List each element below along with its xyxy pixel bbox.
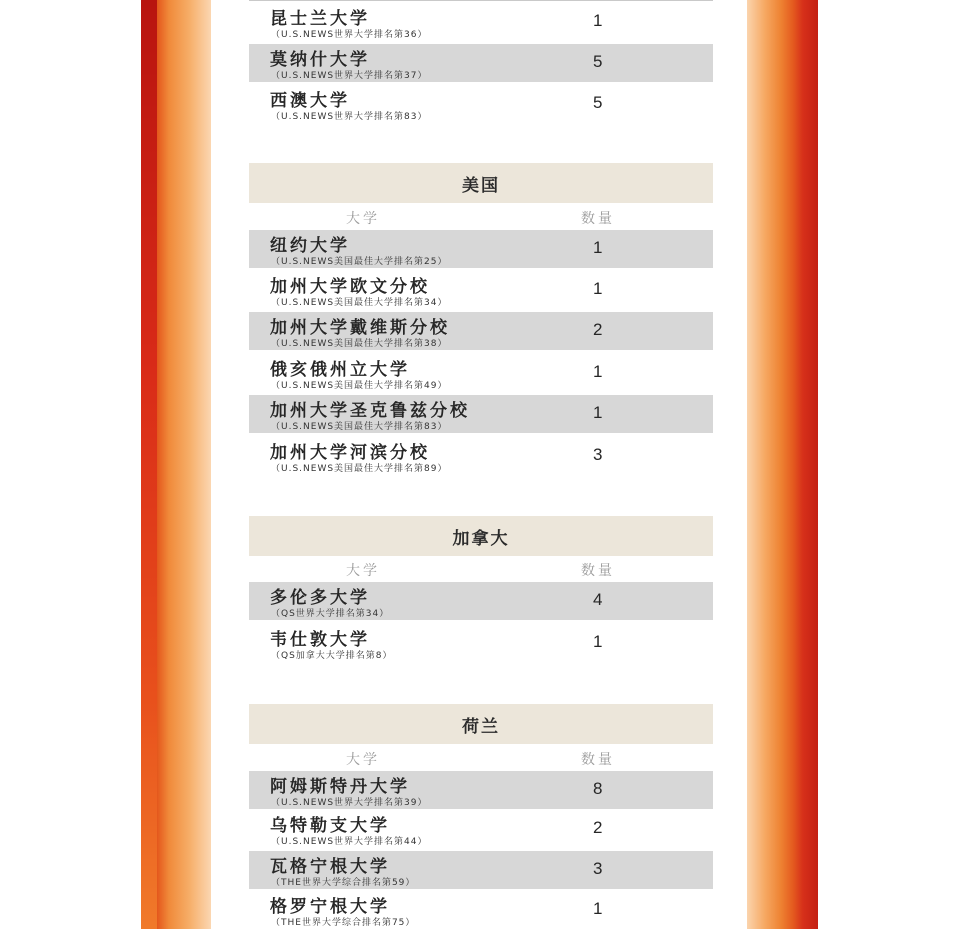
student-count: 2 (593, 818, 603, 837)
table-row (249, 810, 713, 848)
university-name: 格罗宁根大学 (270, 897, 390, 917)
table-row (249, 851, 713, 889)
university-name: 昆士兰大学 (270, 9, 370, 29)
table-row (249, 312, 713, 350)
university-name: 乌特勒支大学 (270, 816, 390, 836)
university-name: 加州大学欧文分校 (270, 277, 430, 297)
university-rank-note: （U.S.NEWS美国最佳大学排名第38） (271, 339, 448, 349)
table-row (249, 582, 713, 620)
university-rank-note: （QS世界大学排名第34） (271, 609, 390, 619)
column-header-count: 数量 (581, 752, 615, 768)
student-count: 1 (593, 899, 603, 918)
column-header-university: 大学 (346, 752, 380, 768)
university-name: 纽约大学 (270, 236, 350, 256)
table-row (249, 3, 713, 41)
university-rank-note: （U.S.NEWS世界大学排名第83） (271, 112, 428, 122)
university-rank-note: （U.S.NEWS美国最佳大学排名第25） (271, 257, 448, 267)
student-count: 1 (593, 11, 603, 30)
university-rank-note: （U.S.NEWS美国最佳大学排名第83） (271, 422, 448, 432)
university-rank-note: （U.S.NEWS美国最佳大学排名第34） (271, 298, 448, 308)
university-rank-note: （THE世界大学综合排名第59） (271, 878, 416, 888)
university-rank-note: （U.S.NEWS美国最佳大学排名第49） (271, 381, 448, 391)
university-name: 韦仕敦大学 (270, 630, 370, 650)
student-count: 1 (593, 362, 603, 381)
column-header-count: 数量 (581, 211, 615, 227)
decorative-left-band (141, 0, 211, 929)
university-name: 俄亥俄州立大学 (270, 360, 410, 380)
university-name: 加州大学圣克鲁兹分校 (270, 401, 470, 421)
university-rank-note: （QS加拿大大学排名第8） (271, 651, 393, 661)
student-count: 8 (593, 779, 603, 798)
student-count: 5 (593, 93, 603, 112)
table-row (249, 624, 713, 662)
university-rank-note: （U.S.NEWS世界大学排名第37） (271, 71, 428, 81)
university-name: 瓦格宁根大学 (270, 857, 390, 877)
student-count: 2 (593, 320, 603, 339)
university-name: 加州大学河滨分校 (270, 443, 430, 463)
student-count: 5 (593, 52, 603, 71)
university-name: 多伦多大学 (270, 588, 370, 608)
university-name: 莫纳什大学 (270, 50, 370, 70)
student-count: 1 (593, 279, 603, 298)
student-count: 1 (593, 238, 603, 257)
table-row (249, 395, 713, 433)
table-row (249, 44, 713, 82)
table-row (249, 271, 713, 309)
student-count: 1 (593, 403, 603, 422)
university-rank-note: （U.S.NEWS世界大学排名第44） (271, 837, 428, 847)
university-name: 加州大学戴维斯分校 (270, 318, 450, 338)
student-count: 1 (593, 632, 603, 651)
university-name: 西澳大学 (270, 91, 350, 111)
university-rank-note: （U.S.NEWS美国最佳大学排名第89） (271, 464, 448, 474)
table-row (249, 85, 713, 123)
student-count: 4 (593, 590, 603, 609)
section-header-netherlands: 荷兰 (249, 704, 713, 744)
table-row (249, 771, 713, 809)
university-rank-note: （THE世界大学综合排名第75） (271, 918, 416, 928)
column-header-count: 数量 (581, 563, 615, 579)
column-header-university: 大学 (346, 563, 380, 579)
section-header-canada: 加拿大 (249, 516, 713, 556)
table-row (249, 437, 713, 475)
university-rank-note: （U.S.NEWS世界大学排名第39） (271, 798, 428, 808)
university-name: 阿姆斯特丹大学 (270, 777, 410, 797)
column-header-university: 大学 (346, 211, 380, 227)
top-divider (249, 0, 713, 1)
university-rank-note: （U.S.NEWS世界大学排名第36） (271, 30, 428, 40)
student-count: 3 (593, 445, 603, 464)
section-header-usa: 美国 (249, 163, 713, 203)
student-count: 3 (593, 859, 603, 878)
table-row (249, 230, 713, 268)
table-row (249, 354, 713, 392)
decorative-right-band (747, 0, 818, 929)
table-row (249, 891, 713, 929)
